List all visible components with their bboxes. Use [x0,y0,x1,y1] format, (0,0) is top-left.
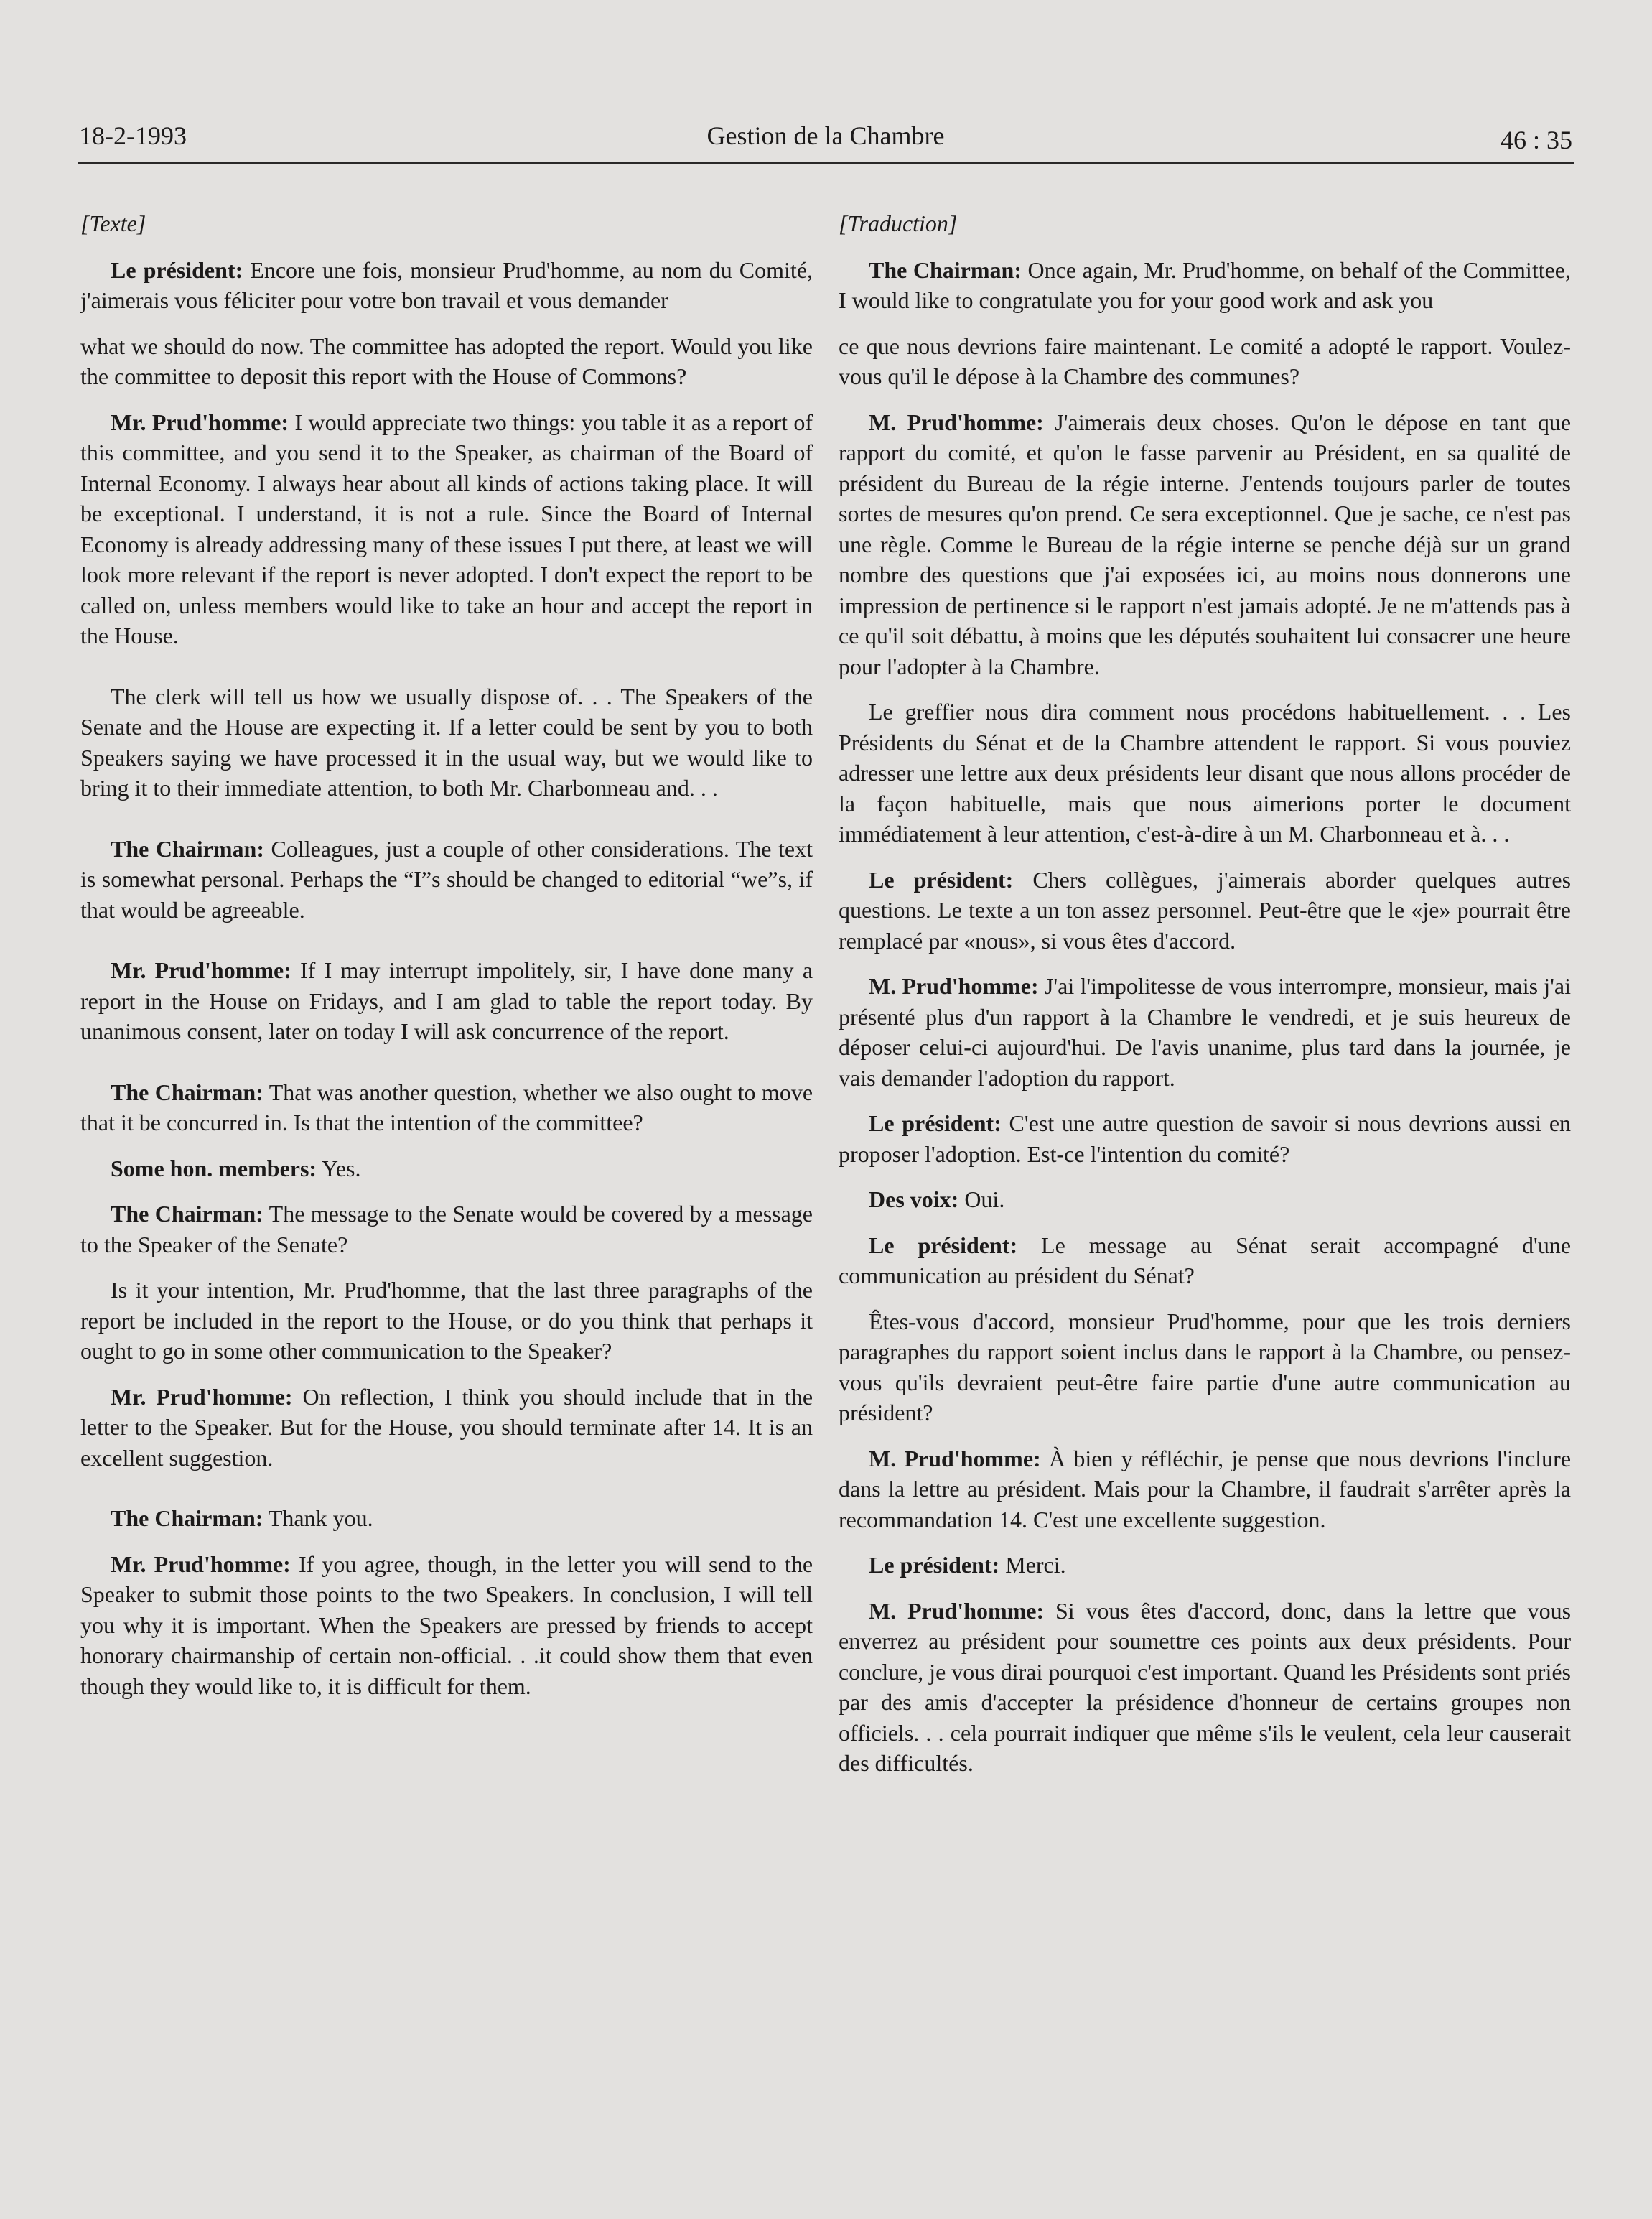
paragraph [839,865,1571,957]
paragraph-text: C'est une autre question de savoir si nous devrions aussi en proposer l'adoption. Est-ce l'intention du comité? [839,1110,1572,1167]
speaker-name: Some hon. members: [111,1155,317,1181]
paragraph-text: Once again, Mr. Prud'homme, on behalf of the Committee, I would like to congratulate you for your good work and ask you [839,256,1572,313]
paragraph-text: Le greffier nous dira comment nous procédons habituellement. . . Les Présidents du Sénat et de la Chambre attendent le rapport. Si vous pouviez adresser une lettre aux deux présidents leur disant que nous allons procéder de la façon habituelle, mais que nous aimerions porter le document immédiatement à leur attention, c'est-à-dire à un M. Charbonneau et à. . . [839,699,1571,847]
column-marker: [Traduction] [839,210,958,236]
paragraph-text: J'aimerais deux choses. Qu'on le dépose en tant que rapport du comité, et qu'on le fasse parvenir au Président, en sa qualité de président du Bureau de la régie interne. J'entends toujours parler de toutes sortes de mesures qu'on prend. Ce sera exceptionnel. Que je sache, ce n'est pas une règle. Comme le Bureau de la régie interne se penche déjà sur un grand nombre des questions que j'ai exposées ici, au moins nous donnerons une impression de pertinence si le rapport n'est jamais adopté. Je ne m'attends pas à ce qu'il soit débattu, à moins que les députés souhaitent lui consacrer une heure pour l'adopter à la Chambre. [839,409,1572,679]
paragraph-text: Thank you. [268,1505,373,1531]
speaker-name: The Chairman: [111,1505,263,1531]
paragraph-text: The clerk will tell us how we usually dispose of. . . The Speakers of the Senate and the House are expecting it. If a letter could be sent by you to both Speakers saying we have processed it in the usual way, but we would like to bring it to their immediate attention, to both Mr. Charbonneau and. . . [80,683,813,801]
paragraph [839,1550,1571,1581]
speaker-name: The Chairman: [111,1079,263,1105]
paragraph-text: Êtes-vous d'accord, monsieur Prud'homme, pour que les trois derniers paragraphes du rapport soient inclus dans le rapport à la Chambre, ou pensez-vous qu'ils devraient peut-être faire partie d'une autre communication au président? [839,1308,1571,1425]
paragraph-text: Encore une fois, monsieur Prud'homme, au nom du Comité, j'aimerais vous féliciter pour votre bon travail et vous demander [80,256,813,313]
paragraph [839,1596,1571,1779]
paragraph [839,1184,1571,1215]
paragraph-text: The message to the Senate would be covered by a message to the Speaker of the Senate? [80,1201,813,1257]
paragraph [80,1549,813,1702]
speaker-name: Mr. Prud'homme: [111,1550,291,1577]
paragraph [839,1306,1571,1428]
speaker-name: Le président: [869,1110,1002,1136]
speaker-name: M. Prud'homme: [869,973,1039,999]
paragraph-text: Is it your intention, Mr. Prud'homme, that the last three paragraphs of the report be included in the report to the House, or do you think that perhaps it ought to go in some other communication to the Speaker? [80,1277,813,1364]
paragraph [80,1275,813,1367]
paragraph-text: À bien y réfléchir, je pense que nous devrions l'inclure dans la lettre au président. Mais pour la Chambre, il faudrait s'arrêter après la recommandation 14. C'est une excellente suggestion. [839,1445,1572,1532]
header-date: 18-2-1993 [79,121,187,150]
paragraph [839,697,1571,850]
paragraph-text: Colleagues, just a couple of other considerations. The text is somewhat personal. Perhaps the “I”s should be changed to editorial “we”s, if that would be agreeable. [80,835,813,923]
paragraph [80,1199,813,1260]
paragraph [80,1077,813,1138]
paragraph-text: Merci. [1005,1552,1066,1578]
speaker-name: M. Prud'homme: [869,1597,1045,1624]
speaker-name: The Chairman: [869,256,1022,283]
paragraph-text: Le message au Sénat serait accompagné d'une communication au président du Sénat? [839,1232,1572,1288]
paragraph-text: what we should do now. The committee has adopted the report. Would you like the committee to deposit this report with the House of Commons? [80,332,813,389]
paragraph-text: On reflection, I think you should include that in the letter to the Speaker. But for the House, you should terminate after 14. It is an excellent suggestion. [80,1383,813,1471]
speaker-name: Le président: [111,256,243,283]
paragraph [80,255,813,316]
paragraph [839,1443,1571,1535]
paragraph-text: I would appreciate two things: you table it as a report of this committee, and you send it to the Speaker, as chairman of the Board of Internal Economy. I always hear about all kinds of actions taking place. It will be exceptional. I understand, it is not a rule. Since the Board of Internal Economy is already addressing many of these issues I put there, at least we will look more relevant if the report is never adopted. I don't expect the report to be called on, unless members would like to take an hour and accept the report in the House. [80,409,813,648]
paragraph-text: J'ai l'impolitesse de vous interrompre, monsieur, mais j'ai présenté plus d'un rapport à la Chambre le vendredi, et je suis heureux de déposer celui-ci aujourd'hui. De l'avis unanime, plus tard dans la journée, je vais demander l'adoption du rapport. [839,973,1572,1091]
paragraph [80,955,813,1047]
paragraph-text: Chers collègues, j'aimerais aborder quelques autres questions. Le texte a un ton assez personnel. Peut-être que le «je» pourrait être remplacé par «nous», si vous êtes d'accord. [839,866,1572,954]
page-header [79,121,1572,167]
speaker-name: Des voix: [869,1186,959,1212]
paragraph [80,331,813,392]
paragraph [839,971,1571,1093]
paragraph [80,407,813,651]
paragraph [80,834,813,926]
paragraph [839,255,1571,316]
english-column [80,208,813,1716]
speaker-name: M. Prud'homme: [869,409,1044,435]
paragraph-text: Oui. [964,1186,1005,1212]
speaker-name: Le président: [869,866,1014,893]
speaker-name: Le président: [869,1552,1000,1578]
speaker-name: Mr. Prud'homme: [111,409,289,435]
speaker-name: The Chairman: [111,835,264,862]
paragraph [80,1503,813,1534]
paragraph-text: Si vous êtes d'accord, donc, dans la lettre que vous enverrez au président pour soumettre ces points aux deux présidents. Pour conclure, je vous dirai pourquoi c'est important. Quand les Présidents sont priés par des amis d'accepter la présidence d'honneur de certains groupes non officiels. . . cela pourrait indiquer que même s'ils le veulent, cela leur causerait des difficultés. [839,1597,1572,1776]
paragraph-text: If you agree, though, in the letter you will send to the Speaker to submit those points to the two Speakers. In conclusion, I will tell you why it is important. When the Speakers are pressed by friends to accept honorary chairmanship of certain non-official. . .it could show them that even though they would like to, it is difficult for them. [80,1550,813,1699]
speaker-name: M. Prud'homme: [869,1445,1041,1471]
paragraph [839,407,1571,682]
paragraph [839,1230,1571,1291]
header-page-number: 46 : 35 [1500,126,1572,154]
paragraph [80,1382,813,1474]
paragraph [80,681,813,804]
column-marker: [Texte] [80,210,146,236]
speaker-name: Mr. Prud'homme: [111,957,291,983]
paragraph-text: Yes. [321,1155,361,1181]
paragraph-text: If I may interrupt impolitely, sir, I have done many a report in the House on Fridays, and I am glad to table the report today. By unanimous consent, later on today I will ask concurrence of the report. [80,957,813,1044]
french-column [839,208,1571,1794]
speaker-name: Mr. Prud'homme: [111,1383,293,1410]
header-title: Gestion de la Chambre [706,121,945,150]
paragraph [839,331,1571,392]
speaker-name: The Chairman: [111,1201,263,1227]
paragraph [839,1108,1571,1169]
speaker-name: Le président: [869,1232,1018,1258]
header-rule [78,162,1574,164]
paragraph [80,1153,813,1184]
paragraph-text: That was another question, whether we also ought to move that it be concurred in. Is that the intention of the committee? [80,1079,813,1135]
paragraph-text: ce que nous devrions faire maintenant. Le comité a adopté le rapport. Voulez-vous qu'il le dépose à la Chambre des communes? [839,332,1571,389]
